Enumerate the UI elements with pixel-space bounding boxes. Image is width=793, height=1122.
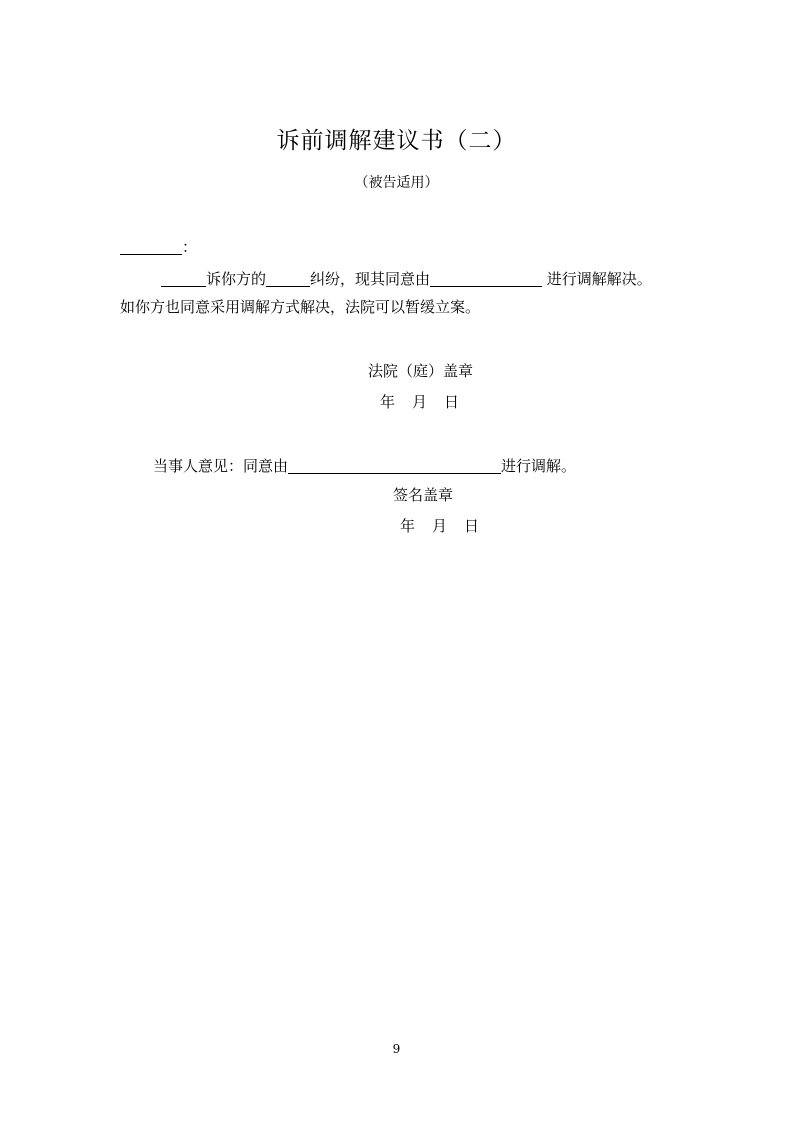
addressee-line [120, 238, 197, 255]
court-date-line [380, 395, 459, 410]
date1-month: 月 [412, 393, 428, 411]
para1-text-2: 纠纷，现其同意由 [310, 270, 431, 288]
dispute-type-blank[interactable] [266, 270, 310, 287]
party-opinion-line [153, 457, 576, 474]
document-subtitle: （被告适用） [354, 175, 439, 191]
date1-day: 日 [444, 393, 460, 411]
party-date-line [400, 519, 479, 534]
signature-seal-label: 签名盖章 [393, 486, 454, 504]
para1-text-3: 进行调解解决。 [542, 270, 652, 288]
document-title: 诉前调解建议书（二） [276, 128, 517, 154]
addressee-blank[interactable] [120, 238, 182, 255]
date1-year: 年 [380, 393, 396, 411]
date2-year: 年 [400, 517, 416, 535]
paragraph-2: 如你方也同意采用调解方式解决，法院可以暂缓立案。 [120, 298, 481, 316]
court-seal-label: 法院（庭）盖章 [368, 362, 474, 380]
opinion-suffix: 进行调解。 [501, 457, 577, 475]
opinion-mediator-blank[interactable] [288, 457, 501, 474]
mediator-blank[interactable] [430, 270, 542, 287]
opinion-label: 当事人意见：同意由 [153, 457, 289, 475]
para1-text-1: 诉你方的 [206, 270, 267, 288]
plaintiff-blank[interactable] [161, 270, 206, 287]
addressee-colon: ： [182, 238, 198, 256]
paragraph-1 [161, 270, 652, 287]
date2-month: 月 [432, 517, 448, 535]
page-number: 9 [392, 1042, 401, 1056]
date2-day: 日 [464, 517, 480, 535]
